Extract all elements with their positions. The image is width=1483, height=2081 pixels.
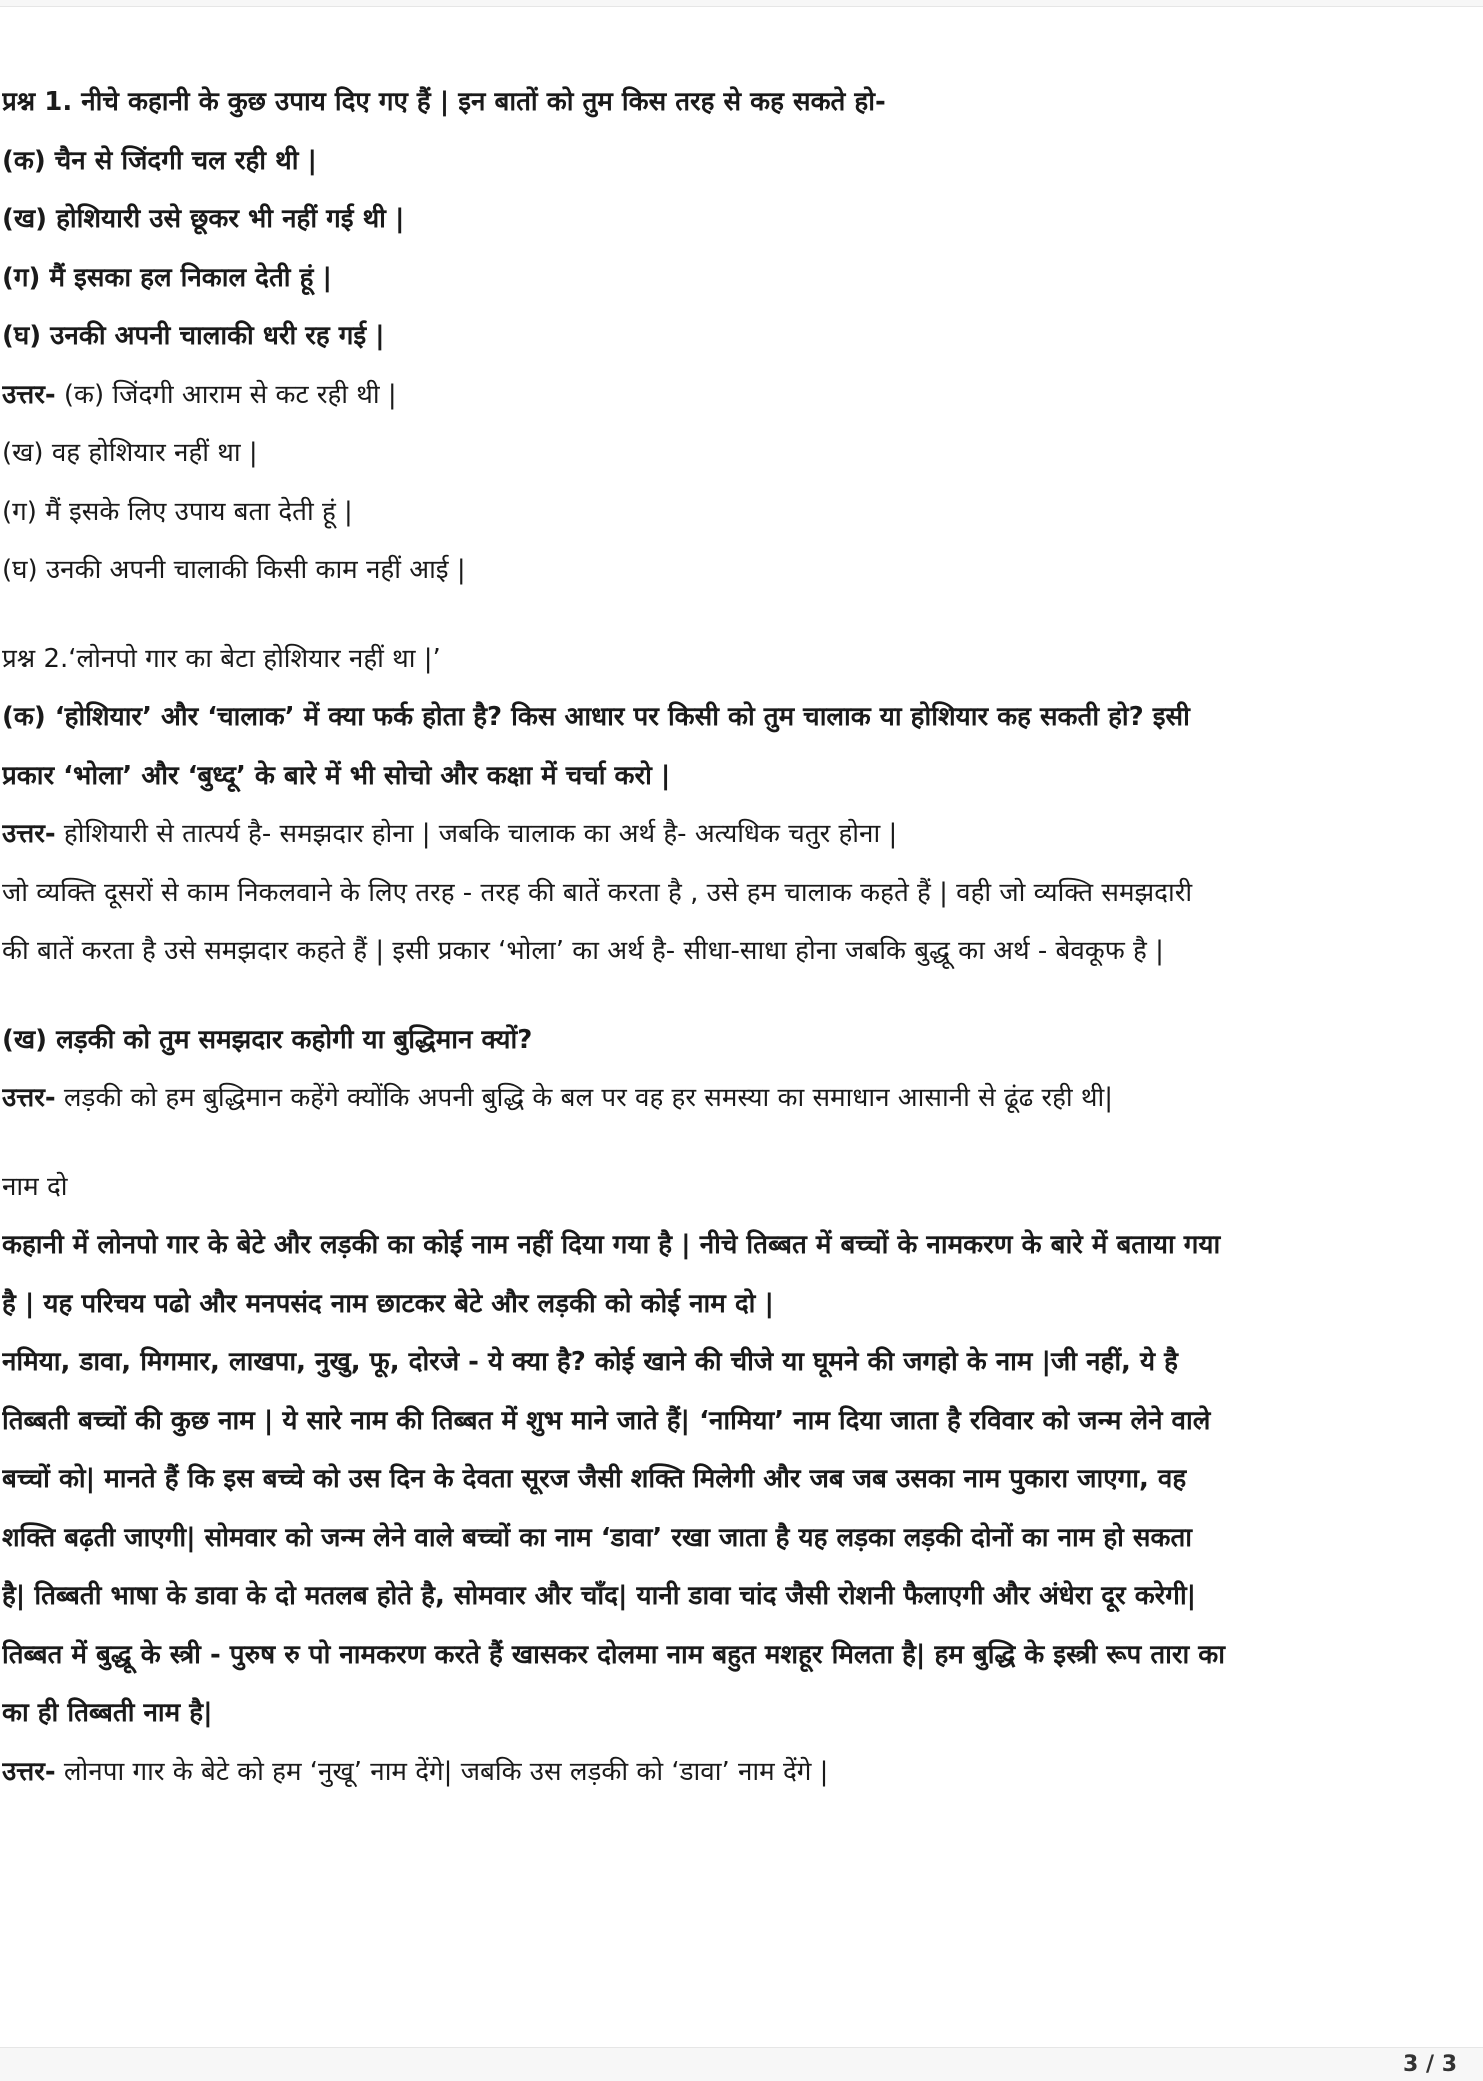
q1-answer-ga: (ग) मैं इसके लिए उपाय बता देती हूं | bbox=[2, 496, 353, 527]
q1-item-ka: (क) चैन से जिंदगी चल रही थी | bbox=[2, 145, 317, 176]
q1-answer-kha: (ख) वह होशियार नहीं था | bbox=[2, 438, 258, 468]
spacer bbox=[2, 981, 1477, 1011]
document-page bbox=[0, 6, 1483, 2048]
names-para-line: है| तिब्बती भाषा के डावा के दो मतलब होते है, सोमवार और चाँद| यानी डावा चांद जैसी रोशनी फैलाएगी और अंधेरा दूर करेगी| bbox=[2, 1581, 1197, 1611]
names-para-line: बच्चों को| मानते हैं कि इस बच्चे को उस दिन के देवता सूरज जैसी शक्ति मिलेगी और जब जब उसका नाम पुकारा जाएगा, वह bbox=[2, 1464, 1187, 1494]
names-para-line: कहानी में लोनपो गार के बेटे और लड़की का कोई नाम नहीं दिया गया है | नीचे तिब्बत में बच्चों के नामकरण के बारे में बताया गया bbox=[2, 1230, 1221, 1260]
names-para-line: का ही तिब्बती नाम है| bbox=[2, 1698, 213, 1728]
spacer bbox=[2, 1128, 1477, 1158]
page-content bbox=[2, 73, 1477, 1801]
spacer bbox=[2, 600, 1477, 630]
answer-label: उत्तर- bbox=[2, 379, 56, 410]
section-heading-naam-do: नाम दो bbox=[2, 1171, 68, 1202]
answer-text: (क) जिंदगी आराम से कट रही थी | bbox=[55, 379, 397, 410]
answer-text: होशियारी से तात्पर्य है- समझदार होना | जबकि चालाक का अर्थ है- अत्यधिक चतुर होना | bbox=[55, 819, 898, 849]
q1-item-gha: (घ) उनकी अपनी चालाकी धरी रह गई | bbox=[2, 321, 385, 351]
q2-answer-a-line-2: जो व्यक्ति दूसरों से काम निकलवाने के लिए तरह - तरह की बातें करता है , उसे हम चालाक कहते हैं | वही जो व्यक्ति समझदारी bbox=[2, 877, 1193, 908]
q2-answer-a-line-1 bbox=[2, 805, 1477, 864]
q1-item-ga: (ग) मैं इसका हल निकाल देती हूं | bbox=[2, 262, 332, 293]
answer-text: लोनपा गार के बेटे को हम ‘नुखू’ नाम देंगे| जबकि उस लड़की को ‘डावा’ नाम देंगे | bbox=[55, 1756, 829, 1787]
q2-part-a-line-2: प्रकार ‘भोला’ और ‘बुध्दू’ के बारे में भी सोचो और कक्षा में चर्चा करो | bbox=[2, 760, 671, 791]
answer-label: उत्तर- bbox=[2, 1756, 56, 1787]
names-para-line: शक्ति बढ़ती जाएगी| सोमवार को जन्म लेने वाले बच्चों का नाम ‘डावा’ रखा जाता है यह लड़का लड़की दोनों का नाम हो सकता bbox=[2, 1522, 1193, 1553]
names-para-line: नमिया, डावा, मिगमार, लाखपा, नुखु, फू, दोरजे - ये क्या है? कोई खाने की चीजे या घूमने की जगहो के नाम |जी नहीं, ये है bbox=[2, 1347, 1178, 1377]
names-answer bbox=[2, 1743, 1477, 1802]
q1-item-kha: (ख) होशियारी उसे छूकर भी नहीं गई थी | bbox=[2, 204, 405, 234]
q2-part-a-line-1: (क) ‘होशियार’ और ‘चालाक’ में क्या फर्क होता है? किस आधार पर किसी को तुम चालाक या होशियार कह सकती हो? इसी bbox=[2, 702, 1190, 732]
q1-answer-ka bbox=[2, 366, 1477, 425]
q1-answer-gha: (घ) उनकी अपनी चालाकी किसी काम नहीं आई | bbox=[2, 555, 466, 585]
answer-text: लड़की को हम बुद्धिमान कहेंगे क्योंकि अपनी बुद्धि के बल पर वह हर समस्या का समाधान आसानी से ढूंढ रही थी| bbox=[55, 1083, 1114, 1113]
names-para-line: तिब्बत में बुद्धू के स्त्री - पुरुष रु पो नामकरण करते हैं खासकर दोलमा नाम बहुत मशहूर मिलता है| हम बुद्धि के इस्त्री रूप तारा का bbox=[2, 1639, 1226, 1670]
page-number: 3 / 3 bbox=[1403, 2052, 1457, 2077]
q2-answer-b bbox=[2, 1069, 1477, 1128]
names-para-line: तिब्बती बच्चों की कुछ नाम | ये सारे नाम की तिब्बत में शुभ माने जाते हैं| ‘नामिया’ नाम दिया जाता है रविवार को जन्म लेने वाले bbox=[2, 1405, 1211, 1436]
answer-label: उत्तर- bbox=[2, 1083, 56, 1113]
question-1: प्रश्न 1. नीचे कहानी के कुछ उपाय दिए गए हैं | इन बातों को तुम किस तरह से कह सकते हो- bbox=[2, 87, 886, 117]
q2-answer-a-line-3: की बातें करता है उसे समझदार कहते हैं | इसी प्रकार ‘भोला’ का अर्थ है- सीधा-साधा होना जबकि बुद्धू का अर्थ - बेवकूफ है | bbox=[2, 936, 1164, 966]
q2-part-b: (ख) लड़की को तुम समझदार कहोगी या बुद्धिमान क्यों? bbox=[2, 1024, 533, 1055]
answer-label: उत्तर- bbox=[2, 819, 56, 849]
question-2: प्रश्न 2.‘लोनपो गार का बेटा होशियार नहीं था |’ bbox=[2, 643, 441, 674]
names-para-line: है | यह परिचय पढो और मनपसंद नाम छाटकर बेटे और लड़की को कोई नाम दो | bbox=[2, 1288, 774, 1319]
